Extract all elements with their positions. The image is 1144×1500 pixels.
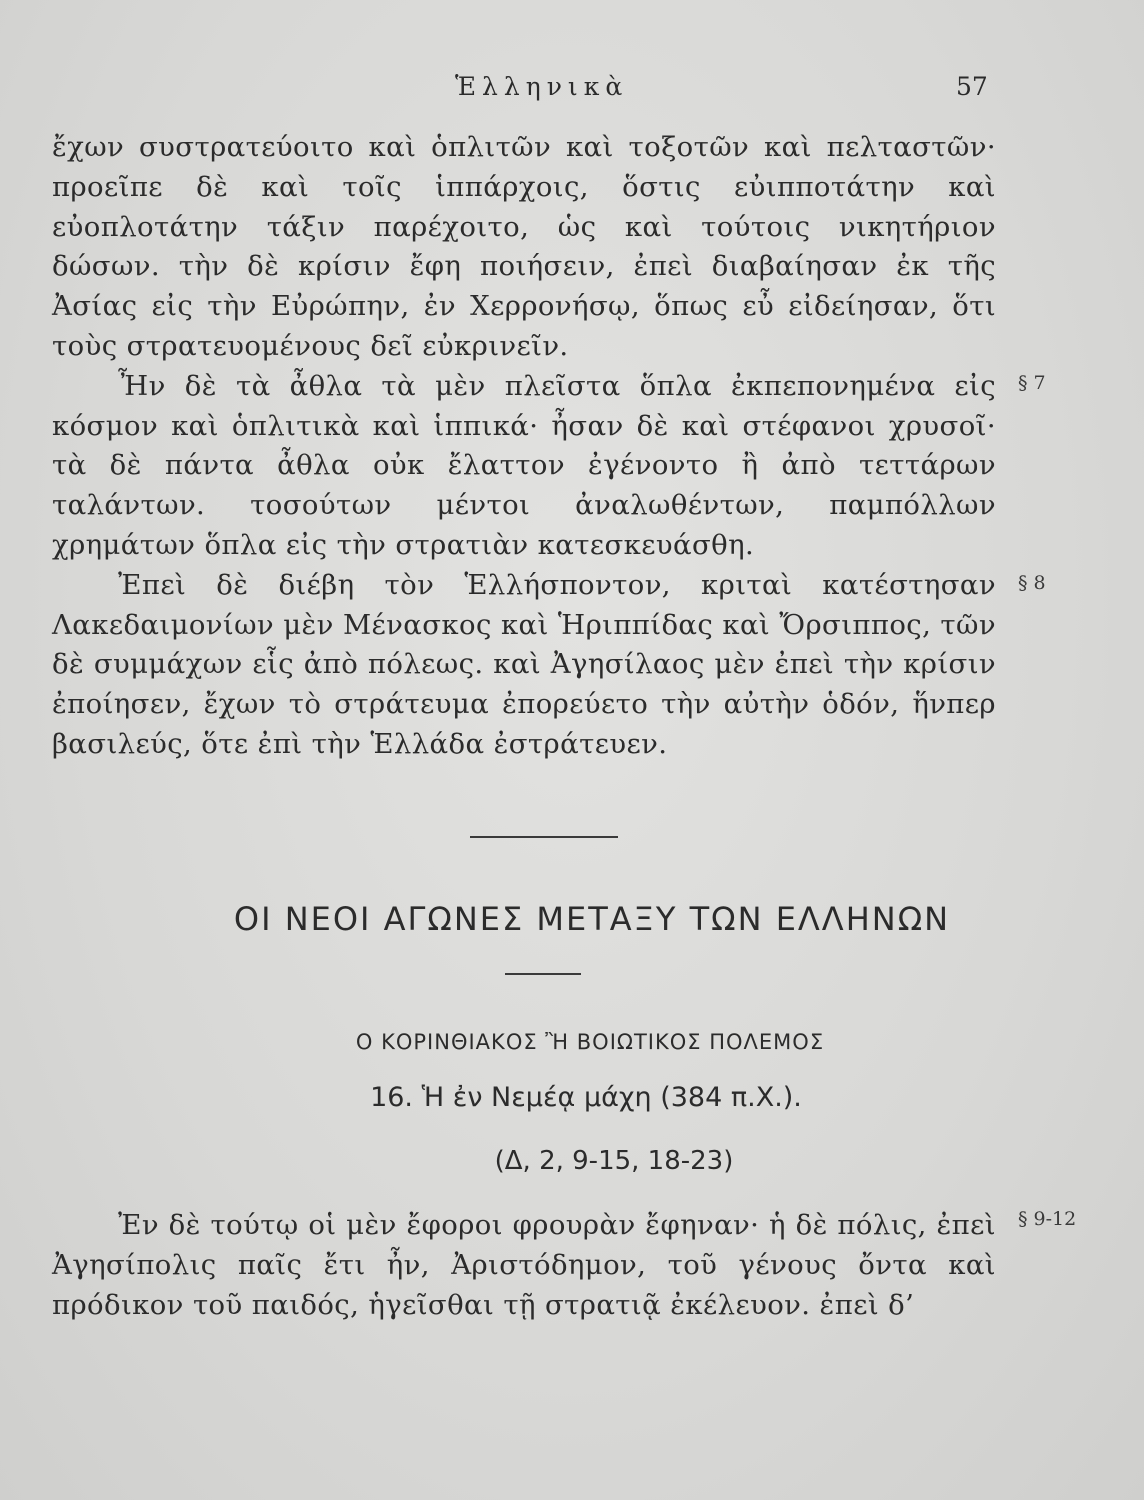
- page-number: 57: [956, 72, 988, 101]
- passage-bottom: [52, 1206, 996, 1325]
- paragraph: Ἐπεὶ δὲ διέβη τὸν Ἑλλήσποντον, κριταὶ κατέστησαν Λακεδαιμονίων μὲν Μένασκος καὶ Ἡριππίδας καὶ Ὄρσιππος, τῶν δὲ συμμάχων εἷς ἀπὸ πόλεως. καὶ Ἀγησίλαος μὲν ἐπεὶ τὴν κρίσιν ἐποίησεν, ἔχων τὸ στράτευμα ἐπορεύετο τὴν αὐτὴν ὁδόν, ἥνπερ βασιλεύς, ὅτε ἐπὶ τὴν Ἑλλάδα ἐστράτευεν.: [52, 568, 996, 760]
- chapter-subtitle: Ο ΚΟΡΙΝΘΙΑΚΟΣ Ἢ ΒΟΙΩΤΙΚΟΣ ΠΟΛΕΜΟΣ: [355, 1030, 825, 1054]
- paragraph: Ἐν δὲ τούτῳ οἱ μὲν ἔφοροι φρουρὰν ἔφηναν· ἡ δὲ πόλις, ἐπεὶ Ἀγησίπολις παῖς ἔτι ἦν, Ἀριστόδημον, τοῦ γένους ὄντα καὶ πρόδικον τοῦ παιδός, ἡγεῖσθαι τῇ στρατιᾷ ἐκέλευον. ἐπεὶ δ’: [52, 1209, 996, 1321]
- section-mark: § 9-12: [1018, 1208, 1077, 1230]
- section-divider: [470, 836, 618, 838]
- source-reference: (Δ, 2, 9-15, 18-23): [494, 1146, 734, 1176]
- chapter-heading: ΟΙ ΝΕΟΙ ΑΓΩΝΕΣ ΜΕΤΑΞΥ ΤΩΝ ΕΛΛΗΝΩΝ: [233, 900, 951, 938]
- paragraph: Ἦν δὲ τὰ ἆθλα τὰ μὲν πλεῖστα ὅπλα ἐκπεπονημένα εἰς κόσμον καὶ ὁπλιτικὰ καὶ ἱππικά· ἦσαν δὲ καὶ στέφανοι χρυσοῖ· τὰ δὲ πάντα ἆθλα οὐκ ἔλαττον ἐγένοντο ἢ ἀπὸ τεττάρων ταλάντων. τοσούτων μέντοι ἀναλωθέντων, παμπόλλων χρημάτων ὅπλα εἰς τὴν στρατιὰν κατεσκευάσθη.: [52, 369, 996, 561]
- section-mark: § 7: [1018, 372, 1046, 394]
- lesson-title: 16. Ἡ ἐν Νεμέᾳ μάχη (384 π.Χ.).: [370, 1082, 802, 1113]
- running-head: [0, 72, 1144, 112]
- paragraph: ἔχων συστρατεύοιτο καὶ ὁπλιτῶν καὶ τοξοτῶν καὶ πελταστῶν· προεῖπε δὲ καὶ τοῖς ἱππάρχοις, ὅστις εὐιπποτάτην καὶ εὐοπλοτάτην τάξιν παρέχοιτο, ὡς καὶ τούτοις νικητήριον δώσων. τὴν δὲ κρίσιν ἔφη ποιήσειν, ἐπεὶ διαβαίησαν ἐκ τῆς Ἀσίας εἰς τὴν Εὐρώπην, ἐν Χερρονήσῳ, ὅπως εὖ εἰδείησαν, ὅτι τοὺς στρατευομένους δεῖ εὐκρινεῖν.: [52, 131, 996, 362]
- section-mark: § 8: [1018, 572, 1046, 594]
- passage-top: [52, 128, 996, 765]
- heading-divider: [505, 973, 581, 975]
- running-title: Ἑλληνικὰ: [455, 72, 629, 101]
